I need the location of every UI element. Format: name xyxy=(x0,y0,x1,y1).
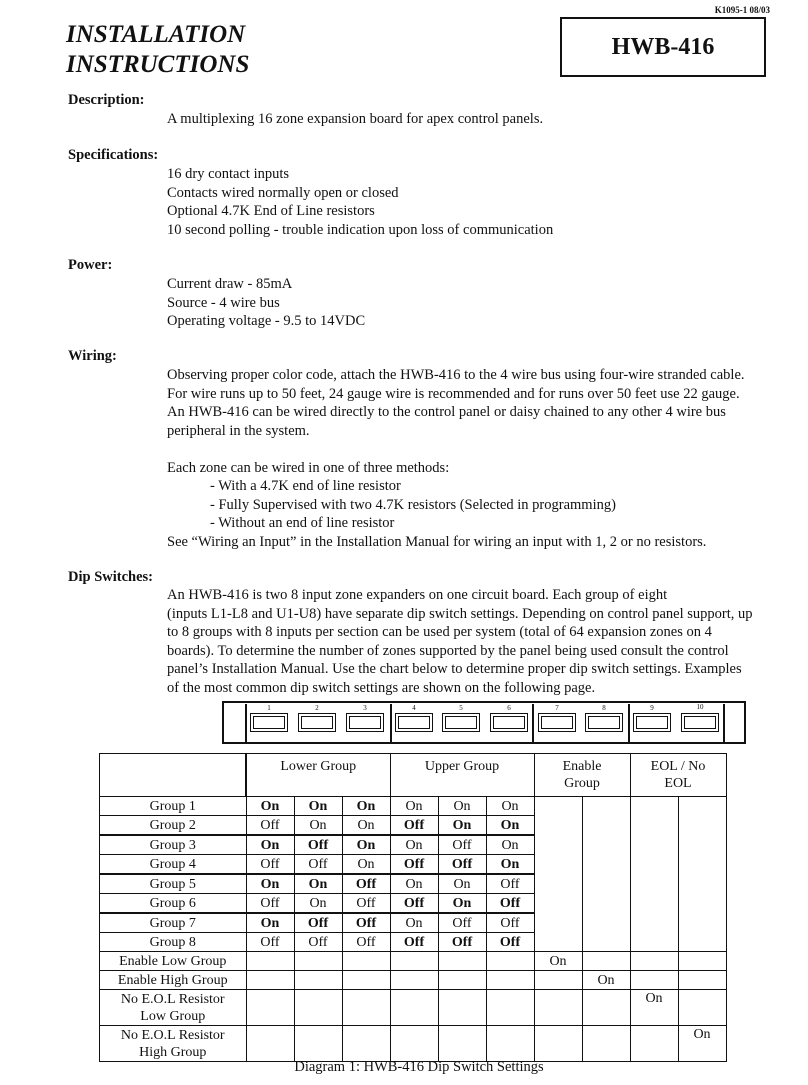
switch-setting-cell: On xyxy=(438,797,486,816)
wiring-see-manual: See “Wiring an Input” in the Installation Manual for wiring an input with 1, 2 or no resistors. xyxy=(167,533,707,550)
switch-setting-cell: Off xyxy=(438,835,486,855)
spec-line: Optional 4.7K End of Line resistors xyxy=(167,203,375,219)
switch-number: 10 xyxy=(696,703,704,711)
switch-setting-cell: Off xyxy=(246,894,294,914)
dip-switch-6 xyxy=(490,713,528,732)
switch-setting-cell: On xyxy=(294,797,342,816)
switch-setting-cell: Off xyxy=(246,855,294,875)
switch-setting-cell: Off xyxy=(438,913,486,933)
row-label-line1: No E.O.L Resistor xyxy=(120,991,225,1007)
switch-setting-cell: Off xyxy=(342,913,390,933)
row-label xyxy=(100,990,247,1026)
switch-setting-cell: Off xyxy=(486,913,534,933)
switch-setting-cell: On xyxy=(438,894,486,914)
header-enable-line2: Group xyxy=(564,776,600,791)
row-value: On xyxy=(582,971,630,990)
specifications-list xyxy=(167,165,553,239)
header-upper-group: Upper Group xyxy=(390,754,534,797)
switch-setting-cell: On xyxy=(342,797,390,816)
switch-setting-cell: On xyxy=(294,874,342,894)
switch-setting-cell: Off xyxy=(342,874,390,894)
switch-setting-cell: On xyxy=(438,816,486,836)
switch-setting-cell: Off xyxy=(390,894,438,914)
table-row-noeol-high xyxy=(100,1026,727,1062)
wiring-methods-intro: Each zone can be wired in one of three methods: xyxy=(167,459,450,476)
table-row-enable-high xyxy=(100,971,727,990)
dip-switch-settings-table xyxy=(99,753,727,1062)
header-blank xyxy=(100,754,247,797)
header-eol-group xyxy=(630,754,726,797)
switch-setting-cell: Off xyxy=(294,855,342,875)
power-list xyxy=(167,275,365,331)
header-enable-line1: Enable xyxy=(562,759,602,774)
dip-switch-5 xyxy=(442,713,480,732)
dip-switches-text xyxy=(167,586,753,697)
switch-number: 5 xyxy=(459,704,463,712)
switch-number: 9 xyxy=(650,704,654,712)
spec-line: Contacts wired normally open or closed xyxy=(167,184,399,201)
table-row-enable-low xyxy=(100,952,727,971)
switch-setting-cell: On xyxy=(390,835,438,855)
header-eol-line2: EOL xyxy=(664,776,692,791)
switch-setting-cell: Off xyxy=(486,894,534,914)
dip-switches-heading: Dip Switches: xyxy=(68,569,153,585)
wiring-line: An HWB-416 can be wired directly to the control panel or daisy chained to any other 4 wire bus xyxy=(167,404,726,420)
row-label: Group 1 xyxy=(100,797,247,816)
row-label: Group 5 xyxy=(100,874,247,894)
table-row-noeol-low xyxy=(100,990,727,1026)
switch-setting-cell: Off xyxy=(342,933,390,952)
switch-number: 2 xyxy=(315,704,319,712)
wiring-method: - Without an end of line resistor xyxy=(210,515,395,531)
switch-setting-cell: On xyxy=(294,816,342,836)
description-heading: Description: xyxy=(68,92,145,108)
switch-setting-cell: On xyxy=(438,874,486,894)
page-title xyxy=(66,20,249,80)
spec-line: 10 second polling - trouble indication upon loss of communication xyxy=(167,221,554,238)
switch-setting-cell: On xyxy=(342,855,390,875)
diagram-caption: Diagram 1: HWB-416 Dip Switch Settings xyxy=(294,1059,544,1075)
switch-setting-cell: Off xyxy=(294,913,342,933)
switch-number: 4 xyxy=(412,704,416,712)
title-line-1: INSTALLATION xyxy=(66,21,246,48)
dip-line: of the most common dip switch settings are shown on the following page. xyxy=(167,679,596,696)
wiring-line: peripheral in the system. xyxy=(167,422,310,439)
power-line: Current draw - 85mA xyxy=(167,276,293,292)
switch-setting-cell: Off xyxy=(390,933,438,952)
dip-switch-8 xyxy=(585,713,623,732)
switch-setting-cell: Off xyxy=(246,933,294,952)
dip-divider xyxy=(532,704,534,742)
wiring-heading: Wiring: xyxy=(68,348,117,364)
power-line: Source - 4 wire bus xyxy=(167,294,280,311)
switch-setting-cell: On xyxy=(246,797,294,816)
switch-setting-cell: Off xyxy=(390,855,438,875)
wiring-line: Observing proper color code, attach the HWB-416 to the 4 wire bus using four-wire stranded cable. xyxy=(167,367,745,383)
dip-switch-9 xyxy=(633,713,671,732)
switch-setting-cell: On xyxy=(342,835,390,855)
row-label-line1: No E.O.L Resistor xyxy=(120,1027,225,1043)
switch-setting-cell: Off xyxy=(246,816,294,836)
row-label-line2: Low Group xyxy=(140,1008,206,1024)
power-heading: Power: xyxy=(68,257,113,273)
specifications-heading: Specifications: xyxy=(68,147,159,163)
switch-setting-cell: Off xyxy=(342,894,390,914)
switch-setting-cell: On xyxy=(486,816,534,836)
dip-switch-1 xyxy=(250,713,288,732)
switch-setting-cell: On xyxy=(486,855,534,875)
switch-number: 8 xyxy=(602,704,606,712)
dip-switch-2 xyxy=(298,713,336,732)
row-label: Group 8 xyxy=(100,933,247,952)
dip-line: panel’s Installation Manual. Use the chart below to determine proper dip switch settings. Examples xyxy=(167,661,742,677)
row-label: Enable Low Group xyxy=(100,952,247,971)
switch-setting-cell: On xyxy=(294,894,342,914)
switch-setting-cell: Off xyxy=(438,933,486,952)
switch-setting-cell: Off xyxy=(294,933,342,952)
switch-setting-cell: On xyxy=(246,835,294,855)
blank-cell xyxy=(582,797,630,952)
header-eol-line1: EOL / No xyxy=(650,759,706,774)
row-label: Group 6 xyxy=(100,894,247,914)
dip-switch-7 xyxy=(538,713,576,732)
switch-setting-cell: On xyxy=(342,816,390,836)
model-box: HWB-416 xyxy=(560,17,766,77)
switch-setting-cell: Off xyxy=(294,835,342,855)
switch-setting-cell: On xyxy=(486,797,534,816)
switch-setting-cell: On xyxy=(390,874,438,894)
dip-switch-4 xyxy=(395,713,433,732)
switch-setting-cell: On xyxy=(246,874,294,894)
description-text: A multiplexing 16 zone expansion board for apex control panels. xyxy=(167,111,544,127)
dip-switch-3 xyxy=(346,713,384,732)
dip-divider xyxy=(628,704,630,742)
blank-cell xyxy=(678,797,726,952)
document-number: K1095-1 08/03 xyxy=(714,5,770,15)
title-line-2: INSTRUCTIONS xyxy=(66,51,250,78)
table-header-row xyxy=(100,754,727,797)
power-line: Operating voltage - 9.5 to 14VDC xyxy=(167,313,366,329)
dip-line: to 8 groups with 8 inputs per section can be used per system (total of 64 expansion zones on 4 xyxy=(167,624,712,640)
wiring-text xyxy=(167,366,745,551)
switch-setting-cell: Off xyxy=(390,816,438,836)
switch-number: 6 xyxy=(507,704,511,712)
wiring-method: - With a 4.7K end of line resistor xyxy=(210,478,401,494)
dip-line: An HWB-416 is two 8 input zone expanders on one circuit board. Each group of eight xyxy=(167,587,668,603)
blank-cell xyxy=(534,797,582,952)
row-label: Group 2 xyxy=(100,816,247,836)
row-label xyxy=(100,1026,247,1062)
switch-setting-cell: On xyxy=(390,913,438,933)
header-enable-group xyxy=(534,754,630,797)
row-label: Group 3 xyxy=(100,835,247,855)
switch-setting-cell: On xyxy=(246,913,294,933)
row-label: Enable High Group xyxy=(100,971,247,990)
row-label-line2: High Group xyxy=(139,1044,207,1060)
wiring-line: For wire runs up to 50 feet, 24 gauge wire is recommended and for runs over 50 feet use 22 gauge. xyxy=(167,385,740,402)
dip-line: (inputs L1-L8 and U1-U8) have separate dip switch settings. Depending on control panel support, up xyxy=(167,605,753,622)
switch-number: 7 xyxy=(555,704,559,712)
spec-line: 16 dry contact inputs xyxy=(167,166,290,182)
switch-setting-cell: Off xyxy=(486,874,534,894)
row-value: On xyxy=(630,990,678,1026)
switch-setting-cell: Off xyxy=(438,855,486,875)
wiring-method: - Fully Supervised with two 4.7K resistors (Selected in programming) xyxy=(210,496,616,513)
switch-number: 3 xyxy=(363,704,367,712)
blank-cell xyxy=(630,797,678,952)
dip-line: boards). To determine the number of zones supported by the panel being used consult the control xyxy=(167,642,729,659)
switch-setting-cell: Off xyxy=(486,933,534,952)
row-value: On xyxy=(534,952,582,971)
table-row-group xyxy=(100,797,727,816)
switch-setting-cell: On xyxy=(486,835,534,855)
switch-number: 1 xyxy=(267,704,271,712)
row-label: Group 4 xyxy=(100,855,247,875)
dip-switch-10 xyxy=(681,713,719,732)
row-value: On xyxy=(678,1026,726,1062)
header-lower-group: Lower Group xyxy=(246,754,390,797)
row-label: Group 7 xyxy=(100,913,247,933)
dip-divider xyxy=(390,704,392,742)
switch-setting-cell: On xyxy=(390,797,438,816)
